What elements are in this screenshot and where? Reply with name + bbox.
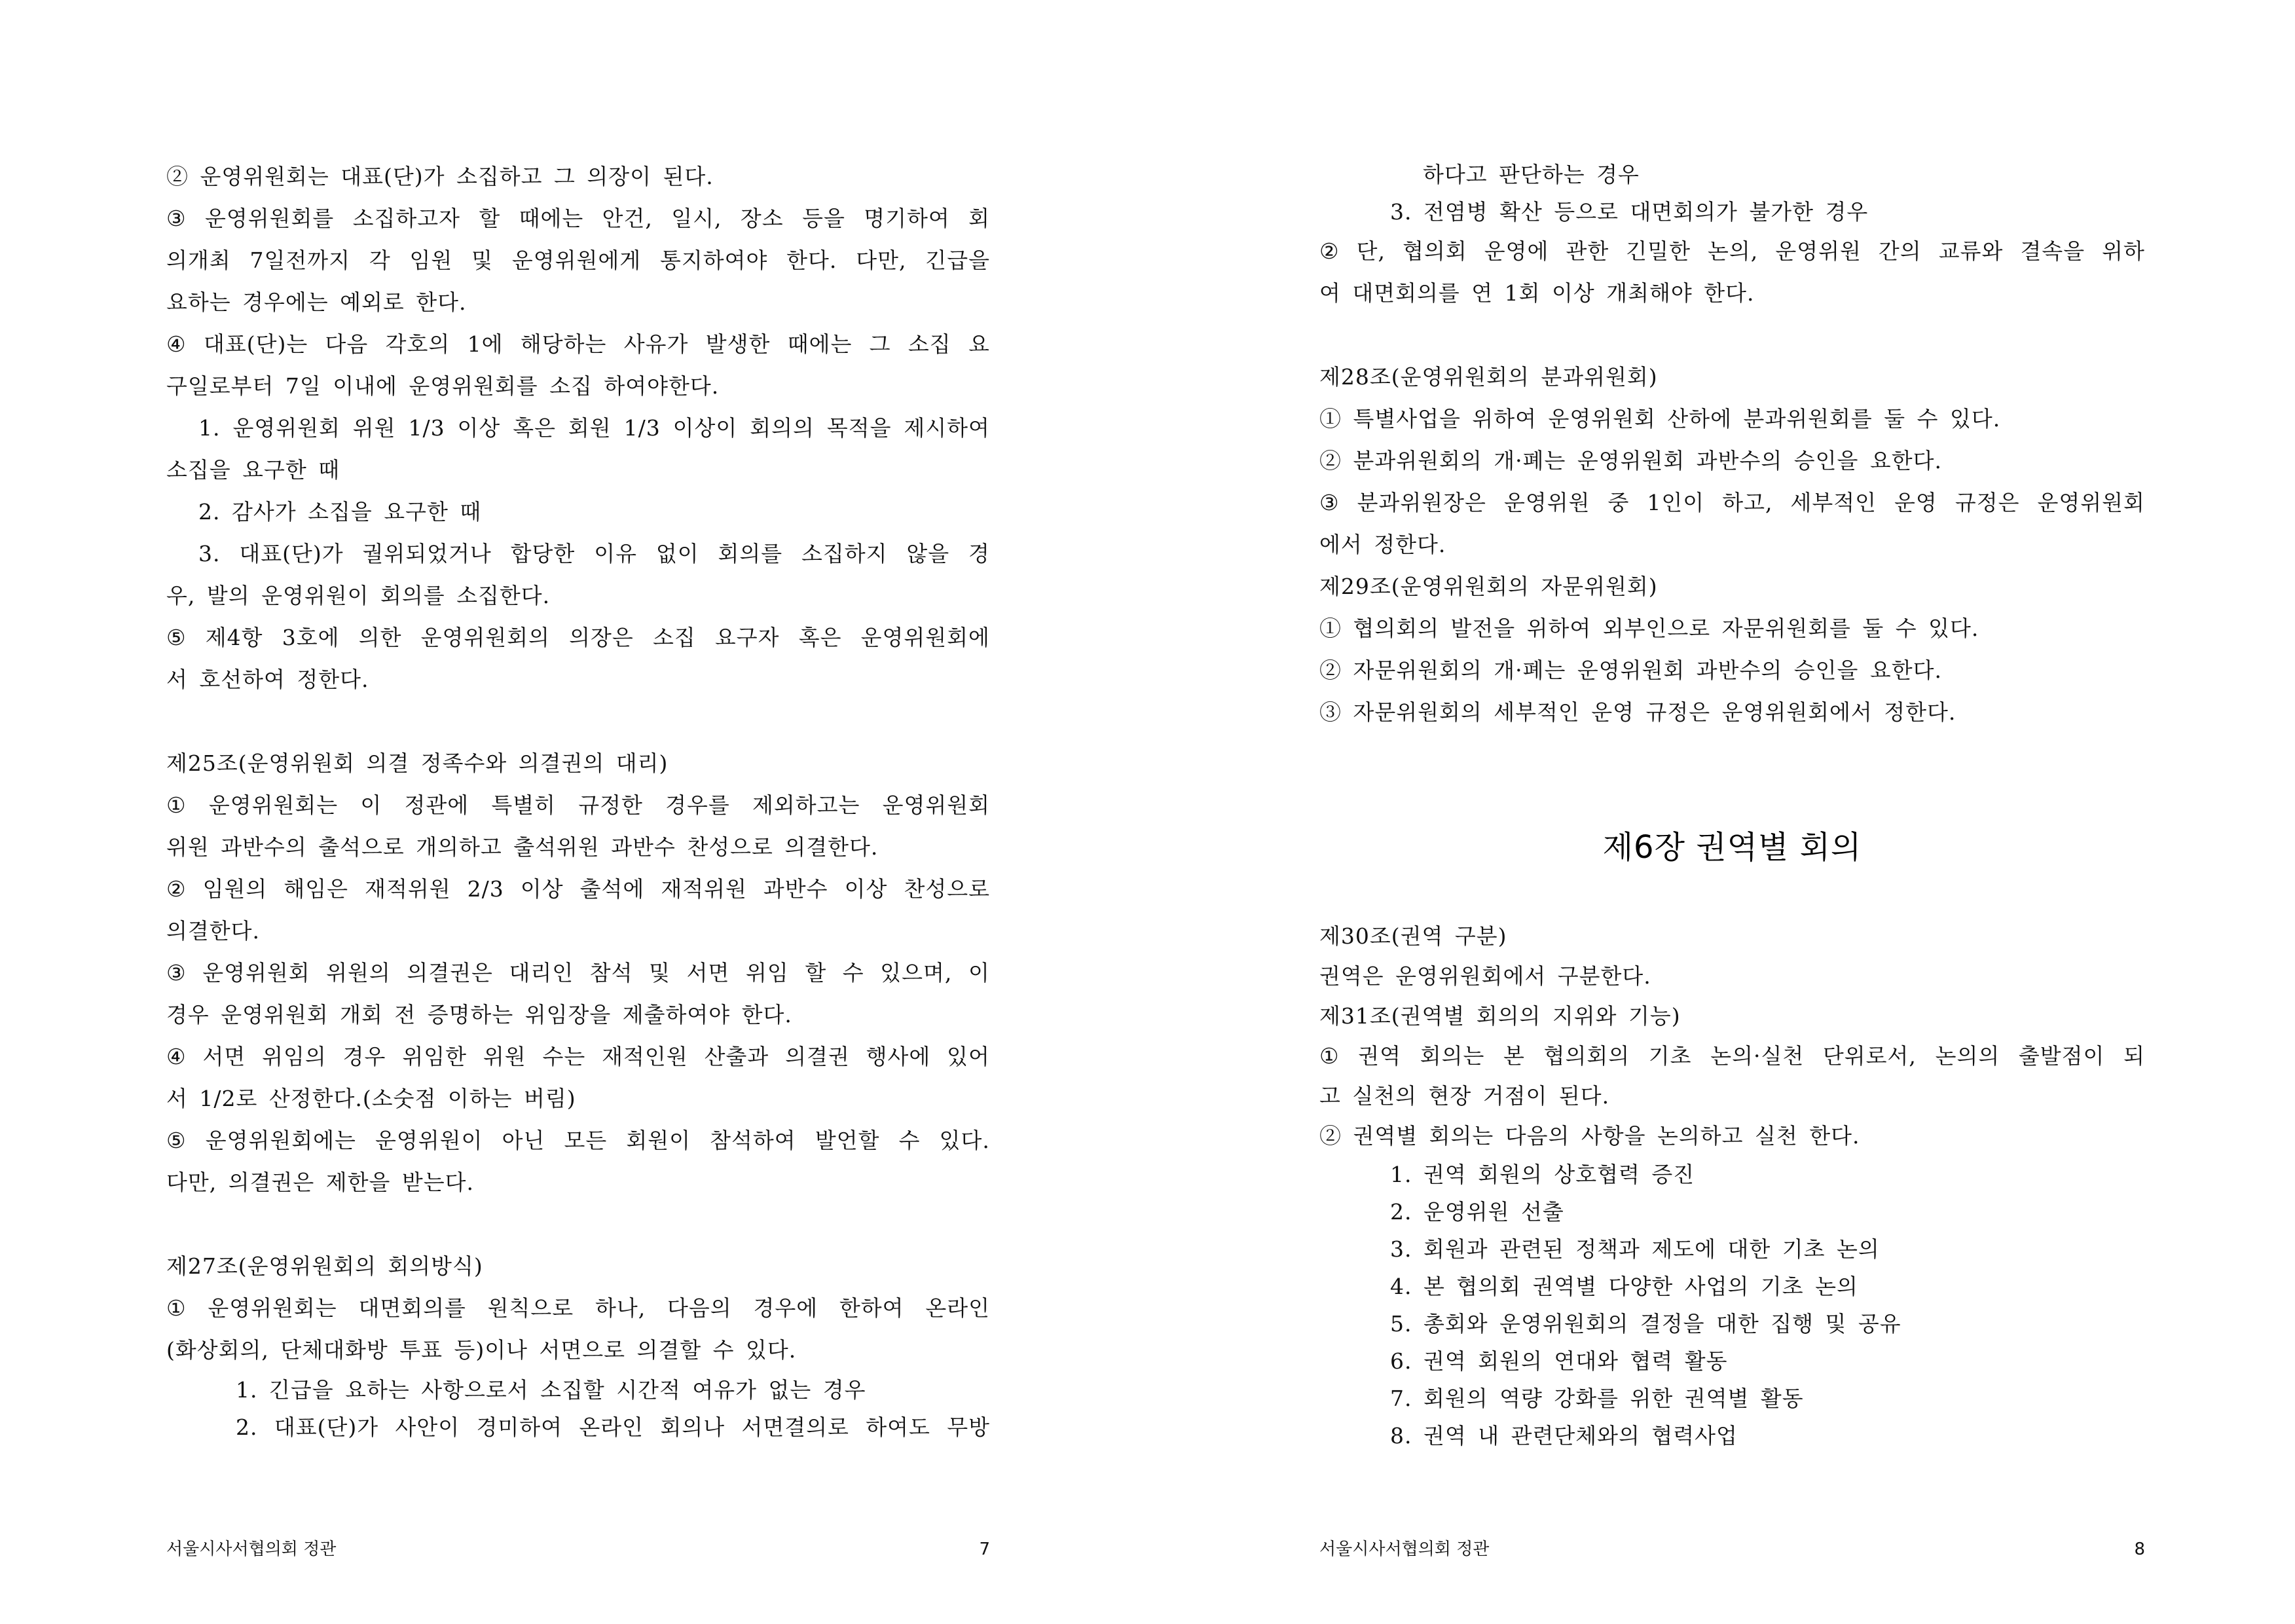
line-word: 있으며,: [880, 960, 953, 986]
list-item: 7. 회원의 역량 강화를 위한 권역별 활동: [1390, 1386, 1804, 1411]
line-word: 과반수: [763, 876, 828, 902]
line-word: 운영위원회의: [420, 625, 550, 650]
line-word: 재적위원: [365, 876, 451, 902]
page-number: 8: [2134, 1540, 2145, 1559]
line-word: 의결권: [785, 1044, 850, 1069]
line-word: 하고,: [1722, 490, 1773, 515]
paragraph-line: [1319, 1036, 2145, 1076]
line-word: 운영위원회를: [204, 206, 335, 231]
line-word: 경우: [342, 1044, 386, 1069]
line-word: 긴밀한: [1626, 238, 1691, 264]
line-word: 한다.: [786, 248, 837, 273]
line-word: 제시하여: [904, 415, 990, 441]
footer-title: 서울시사서협의회 정관: [166, 1540, 337, 1559]
line-word: ①: [166, 792, 187, 818]
line-word: 중: [1607, 490, 1630, 515]
line-word: 대리인: [509, 960, 574, 986]
line-word: 운영위원회는: [208, 792, 339, 818]
article-heading: 제27조(운영위원회의 회의방식): [166, 1253, 483, 1279]
article-heading: 제30조(권역 구분): [1319, 923, 1507, 949]
line-word: 통지하여야: [659, 248, 768, 273]
line-word: 합당한: [510, 541, 576, 566]
paragraph-line: 위원 과반수의 출석으로 개의하고 출석위원 과반수 찬성으로 의결한다.: [166, 834, 879, 860]
chapter-heading: 제6장 권역별 회의: [1602, 829, 1862, 866]
line-word: 운영위원이: [375, 1128, 483, 1153]
line-word: 그: [869, 331, 891, 357]
paragraph-line: [166, 617, 990, 659]
line-word: 규정한: [578, 792, 643, 818]
line-word: 경우를: [665, 792, 730, 818]
paragraph-line: [166, 407, 990, 449]
line-word: 해당하는: [520, 331, 607, 357]
line-word: 무방: [947, 1414, 990, 1440]
line-word: 운영위원회: [202, 960, 310, 986]
line-word: 행사에: [866, 1044, 931, 1069]
list-item: 3. 전염병 확산 등으로 대면회의가 불가한 경우: [1390, 199, 1869, 225]
line-word: 단위로서,: [1822, 1043, 1917, 1069]
paragraph-line: 구일로부터 7일 이내에 운영위원회를 소집 하여야한다.: [166, 373, 720, 399]
line-word: 되: [2123, 1043, 2145, 1069]
line-word: 회의의: [750, 415, 815, 441]
line-word: 1/3: [623, 415, 661, 441]
line-word: 1에: [467, 331, 504, 357]
paragraph-line: [166, 198, 990, 240]
line-word: 재적인원: [602, 1044, 688, 1069]
line-word: 명기하여: [864, 206, 950, 231]
page-right: [1319, 156, 2145, 1454]
line-word: 대표(단)가: [274, 1414, 379, 1440]
article-heading: 제28조(운영위원회의 분과위원회): [1319, 364, 1658, 390]
line-word: 소집: [652, 625, 696, 650]
footer-left: [166, 1536, 990, 1562]
line-word: 의한: [358, 625, 402, 650]
line-word: ⑤: [166, 625, 187, 650]
paragraph-line: [166, 1120, 990, 1162]
line-word: 위하: [2102, 238, 2145, 264]
paragraph-line: [166, 1036, 990, 1078]
paragraph-line: ① 협의회의 발전을 위하여 외부인으로 자문위원회를 둘 수 있다.: [1319, 616, 1979, 641]
line-word: 제4항: [205, 625, 263, 650]
line-word: 일시,: [671, 206, 722, 231]
line-word: 기초: [1648, 1043, 1692, 1069]
line-word: 한하여: [839, 1295, 904, 1321]
line-word: 없이: [655, 541, 699, 566]
line-word: 및: [471, 248, 494, 273]
paragraph-line: 고 실천의 현장 거점이 된다.: [1319, 1083, 1610, 1109]
line-word: ④: [166, 1044, 187, 1069]
line-word: 간의: [1878, 238, 1922, 264]
line-word: 요: [968, 331, 990, 357]
paragraph-line: 의결한다.: [166, 918, 261, 944]
line-word: 않을: [906, 541, 950, 566]
line-word: 협의회: [1403, 238, 1467, 264]
line-word: 요구자: [714, 625, 780, 650]
line-word: 회원: [568, 415, 612, 441]
line-word: 할: [479, 206, 501, 231]
line-word: 각호의: [385, 331, 450, 357]
line-word: 회의나: [660, 1414, 725, 1440]
paragraph-line: 에서 정한다.: [1319, 532, 1446, 557]
article-25: [166, 743, 990, 1204]
article-30: [1319, 916, 2145, 996]
paragraph-line: [166, 533, 990, 575]
line-word: 7일전까지: [249, 248, 350, 273]
line-word: 본: [1503, 1043, 1525, 1069]
line-word: 발생한: [705, 331, 771, 357]
paragraph-line: 요하는 경우에는 예외로 한다.: [166, 289, 467, 315]
paragraph-line: 2. 감사가 소집을 요구한 때: [198, 499, 482, 525]
list-item: 4. 본 협의회 권역별 다양한 사업의 기초 논의: [1390, 1274, 1858, 1299]
paragraph-line: 경우 운영위원회 개회 전 증명하는 위임장을 제출하여야 한다.: [166, 1002, 792, 1027]
line-word: 임원: [409, 248, 453, 273]
line-word: 수: [898, 1128, 921, 1153]
line-word: ②: [1319, 238, 1340, 264]
paragraph-line: [166, 1287, 990, 1329]
line-word: 있어: [947, 1044, 990, 1069]
line-word: 운영위원: [1775, 238, 1862, 264]
line-word: 권역: [1358, 1043, 1402, 1069]
line-word: 논의·실천: [1710, 1043, 1805, 1069]
page-left: [166, 156, 990, 1446]
line-word: 원칙으로: [487, 1295, 574, 1321]
list-item: 6. 권역 회원의 연대와 협력 활동: [1390, 1348, 1728, 1374]
line-word: 대표(단)가: [239, 541, 344, 566]
line-word: 궐위되었거나: [362, 541, 492, 566]
line-word: 이유: [594, 541, 637, 566]
paragraph-line: ② 자문위원회의 개·폐는 운영위원회 과반수의 승인을 요한다.: [1319, 657, 1942, 683]
line-word: ③: [166, 960, 187, 986]
list-item: 8. 권역 내 관련단체와의 협력사업: [1390, 1423, 1738, 1449]
line-word: 안건,: [602, 206, 653, 231]
line-word: 2.: [236, 1414, 258, 1440]
line-word: 아닌: [502, 1128, 545, 1153]
article-continuation: [166, 156, 990, 701]
paragraph-line: ① 특별사업을 위하여 운영위원회 산하에 분과위원회를 둘 수 있다.: [1319, 406, 2001, 432]
line-word: 1인이: [1647, 490, 1705, 515]
line-word: 위원: [352, 415, 396, 441]
paragraph-line: 소집을 요구한 때: [166, 457, 340, 483]
paragraph-line: [1319, 231, 2145, 272]
line-word: 경우에: [753, 1295, 818, 1321]
line-word: 때에는: [787, 331, 853, 357]
line-word: 출발점이: [2018, 1043, 2105, 1069]
article-continuation: [1319, 156, 2145, 314]
line-word: 이상: [520, 876, 564, 902]
line-word: 모든: [564, 1128, 608, 1153]
line-word: ③: [166, 206, 187, 231]
line-word: 운영에: [1484, 238, 1549, 264]
line-word: 위원: [483, 1044, 526, 1069]
line-word: 의장은: [569, 625, 634, 650]
line-word: 위임의: [262, 1044, 327, 1069]
line-word: 협의회의: [1543, 1043, 1630, 1069]
paragraph-line: [166, 240, 990, 282]
line-word: 회원이: [626, 1128, 691, 1153]
line-word: ②: [166, 876, 187, 902]
line-word: 이상: [844, 876, 888, 902]
paragraph-line: ② 분과위원회의 개·폐는 운영위원회 과반수의 승인을 요한다.: [1319, 448, 1942, 473]
line-word: 특별히: [491, 792, 556, 818]
line-word: 정관에: [404, 792, 469, 818]
line-word: 1/3: [408, 415, 445, 441]
line-word: 세부적인: [1790, 490, 1877, 515]
line-word: 3.: [198, 541, 221, 566]
list-item: [166, 1409, 990, 1446]
line-word: 회: [968, 206, 990, 231]
line-word: 긴급을: [925, 248, 990, 273]
paragraph-line: 권역은 운영위원회에서 구분한다.: [1319, 963, 1651, 989]
list-item: 3. 회원과 관련된 정책과 제도에 대한 기초 논의: [1390, 1236, 1880, 1262]
line-word: 산출과: [704, 1044, 769, 1069]
line-word: 의개최: [166, 248, 231, 273]
line-word: ③: [1319, 490, 1340, 515]
line-word: 분과위원장은: [1357, 490, 1486, 515]
paragraph-line: 서 호선하여 정한다.: [166, 667, 369, 692]
line-word: 찬성으로: [904, 876, 990, 902]
line-word: 다음의: [667, 1295, 732, 1321]
line-word: 운영위원회: [232, 415, 340, 441]
paragraph-line: 다만, 의결권은 제한을 받는다.: [166, 1170, 474, 1195]
line-word: 및: [649, 960, 670, 986]
line-word: 목적을: [826, 415, 892, 441]
line-word: 경: [968, 541, 990, 566]
line-word: 소집하고자: [352, 206, 461, 231]
article-heading: 제29조(운영위원회의 자문위원회): [1319, 574, 1658, 599]
article-29: [1319, 566, 2145, 733]
list-item: 하다고 판단하는 경우: [1423, 162, 1640, 187]
line-word: 수: [842, 960, 864, 986]
line-word: ①: [166, 1295, 187, 1321]
list-item: 5. 총회와 운영위원회의 결정을 대한 집행 및 공유: [1390, 1311, 1901, 1337]
line-word: 장소: [740, 206, 784, 231]
line-word: 서면: [202, 1044, 246, 1069]
line-word: 온라인: [579, 1414, 644, 1440]
line-word: 하여도: [866, 1414, 930, 1440]
line-word: 이상이: [672, 415, 738, 441]
line-word: 제외하고는: [752, 792, 860, 818]
line-word: 있다.: [939, 1128, 990, 1153]
line-word: 단,: [1356, 238, 1386, 264]
article-heading: 제31조(권역별 회의의 지위와 기능): [1319, 1003, 1681, 1029]
list-item: 1. 긴급을 요하는 사항으로서 소집할 시간적 여유가 없는 경우: [236, 1377, 866, 1403]
line-word: 서면결의로: [741, 1414, 849, 1440]
footer-right: [1319, 1536, 2145, 1562]
paragraph-line: [166, 952, 990, 994]
line-word: 관한: [1566, 238, 1609, 264]
line-word: 경미하여: [476, 1414, 563, 1440]
line-word: 이: [360, 792, 382, 818]
line-word: 의결권은: [407, 960, 493, 986]
line-word: 교류와: [1938, 238, 2004, 264]
line-word: 회의는: [1420, 1043, 1485, 1069]
line-word: 운영위원회는: [208, 1295, 337, 1321]
paragraph-line: (화상회의, 단체대화방 투표 등)이나 서면으로 의결할 수 있다.: [166, 1337, 797, 1363]
article-28: [1319, 356, 2145, 566]
line-word: 대표(단)는: [203, 331, 308, 357]
line-word: 혹은: [513, 415, 556, 441]
article-27: [166, 1246, 990, 1446]
line-word: 때에는: [519, 206, 584, 231]
line-word: 규정은: [1955, 490, 2020, 515]
line-word: 참석하여: [710, 1128, 796, 1153]
line-word: 하나,: [595, 1295, 646, 1321]
line-word: 운영위원회: [882, 792, 990, 818]
line-word: 사안이: [395, 1414, 460, 1440]
paragraph-line: ③ 자문위원회의 세부적인 운영 규정은 운영위원회에서 정한다.: [1319, 699, 1956, 725]
line-word: 운영위원회에: [860, 625, 990, 650]
page-number: 7: [979, 1540, 990, 1559]
line-word: 다음: [325, 331, 369, 357]
line-word: 운영위원에게: [511, 248, 642, 273]
line-word: 출석에: [579, 876, 645, 902]
line-word: 운영위원회: [2037, 490, 2145, 515]
line-word: ①: [1319, 1043, 1340, 1069]
line-word: 소집: [908, 331, 951, 357]
line-word: 재적위원: [661, 876, 747, 902]
line-word: 위임한: [402, 1044, 467, 1069]
paragraph-line: ② 운영위원회는 대표(단)가 소집하고 그 의장이 된다.: [166, 164, 714, 189]
line-word: 위임: [745, 960, 789, 986]
line-word: ④: [166, 331, 187, 357]
line-word: 2/3: [467, 876, 504, 902]
line-word: 위원의: [326, 960, 391, 986]
line-word: 운영위원: [1503, 490, 1590, 515]
paragraph-line: 여 대면회의를 연 1회 이상 개최해야 한다.: [1319, 280, 1755, 306]
line-word: 서면: [686, 960, 730, 986]
line-word: 운영위원회에는: [205, 1128, 356, 1153]
article-31: [1319, 996, 2145, 1454]
paragraph-line: ② 권역별 회의는 다음의 사항을 논의하고 실천 한다.: [1319, 1123, 1860, 1149]
paragraph-line: [166, 784, 990, 826]
list-item: 2. 운영위원 선출: [1390, 1199, 1564, 1225]
line-word: ⑤: [166, 1128, 187, 1153]
line-word: 온라인: [925, 1295, 990, 1321]
line-word: 3호에: [282, 625, 340, 650]
line-word: 대면회의를: [358, 1295, 466, 1321]
line-word: 사유가: [623, 331, 689, 357]
paragraph-line: 서 1/2로 산정한다.(소숫점 이하는 버림): [166, 1086, 576, 1111]
paragraph-line: [166, 323, 990, 365]
line-word: 이: [968, 960, 990, 986]
line-word: 이상: [457, 415, 501, 441]
line-word: 혹은: [798, 625, 842, 650]
line-word: 운영: [1894, 490, 1937, 515]
line-word: 회의를: [718, 541, 783, 566]
line-word: 등을: [802, 206, 845, 231]
line-word: 소집하지: [801, 541, 888, 566]
paragraph-line: [1319, 482, 2145, 524]
line-word: 발언할: [815, 1128, 880, 1153]
paragraph-line: 우, 발의 운영위원이 회의를 소집한다.: [166, 583, 551, 608]
list-item: 1. 권역 회원의 상호협력 증진: [1390, 1162, 1695, 1187]
line-word: 수는: [542, 1044, 586, 1069]
line-word: 각: [369, 248, 391, 273]
line-word: 참석: [589, 960, 633, 986]
line-word: 논의의: [1935, 1043, 2000, 1069]
article-heading: 제25조(운영위원회 의결 정족수와 의결권의 대리): [166, 750, 669, 776]
line-word: 할: [805, 960, 827, 986]
footer-title: 서울시사서협의회 정관: [1319, 1540, 1490, 1559]
line-word: 논의,: [1708, 238, 1759, 264]
line-word: 결속을: [2020, 238, 2085, 264]
paragraph-line: [166, 868, 990, 910]
line-word: 해임은: [284, 876, 348, 902]
line-word: 다만,: [856, 248, 907, 273]
line-word: 1.: [198, 415, 221, 441]
line-word: 임원의: [202, 876, 268, 902]
